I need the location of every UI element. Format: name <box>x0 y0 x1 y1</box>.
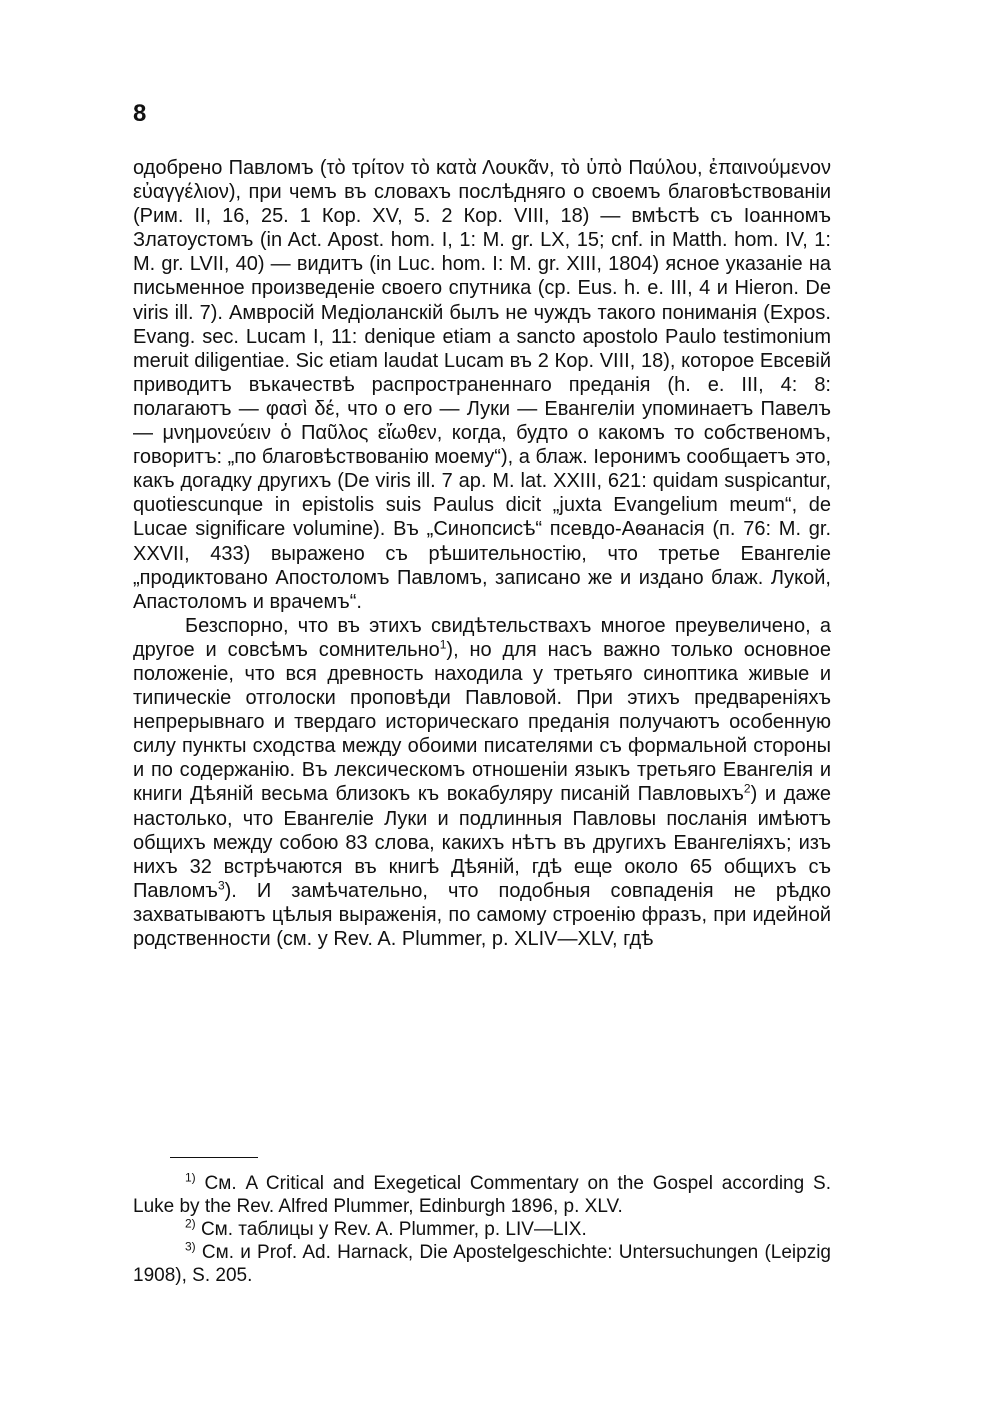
paragraph-2-part-1: Безспорно, что въ этихъ свидѣтельствахъ многое преувеличено, а другое и совсѣмъ сомнительно <box>133 614 831 661</box>
paragraph-2-part-3: ) и даже настолько, что Евангеліе Луки и подлинныя Павловы посланія имѣютъ общихъ между собою 83 слова, какихъ нѣтъ въ другихъ Евангеліяхъ; изъ нихъ 32 встрѣчаются въ книгѣ Дѣяній, гдѣ еще около 65 общихъ съ Павломъ <box>133 783 831 902</box>
paragraph-2-part-4: ). И замѣчательно, что подобныя совпаденія не рѣдко захватываютъ цѣлыя выраженія, по самому строенію фразъ, при идейной родственности (см. у Rev. A. Plummer, p. XLIV—XLV, гдѣ <box>133 879 831 950</box>
footnote-1-text: См. A Critical and Exegetical Commentary on the Gospel according S. Luke by the Rev. Alfred Plummer, Edinburgh 1896, p. XLV. <box>133 1173 831 1217</box>
paragraph-1: одобрено Павломъ (τὸ τρίτον τὸ κατὰ Λουκᾶν, τὸ ὑπὸ Παύλου, ἐπαινούμενον εὐαγγέλιον), при чемъ въ словахъ послѣдняго о своемъ благовѣствованіи (Рим. II, 16, 25. 1 Кор. XV, 5. 2 Кор. VIII, 18) — вмѣстѣ съ Іоанномъ Златоустомъ (in Act. Apost. hom. I, 1: M. gr. LX, 15; cnf. in Matth. hom. IV, 1: M. gr. LVII, 40) — видитъ (in Luc. hom. I: M. gr. XIII, 1804) ясное указаніе на письменное произведеніе своего спутника (cp. Eus. h. e. III, 4 и Hieron. De viris ill. 7). Амвросій Медіоланскій былъ не чуждъ такого пониманія (Expos. Evang. sec. Lucam I, 11: denique etiam a sancto apostolo Paulo testimonium meruit diligentiae. Sic etiam laudat Lucam въ 2 Кор. VIII, 18), которое Евсевій приводитъ въкачествѣ распространеннаго преданія (h. e. III, 4: 8: полагаютъ — φασὶ δέ, что о его — Луки — Евангеліи упоминаетъ Павелъ — μνημονεύειν ὁ Παῦλος εἴωθεν, когда, будто о какомъ то собственомъ, говоритъ: „по благовѣствованію моему“), а блаж. Іеронимъ сообщаетъ это, какъ догадку другихъ (De viris ill. 7 ap. M. lat. XXIII, 621: quidam suspicantur, quotiescunque in epistolis suis Paulus dicit „juxta Evangelium meum“, de Lucae significare volumine). Въ „Синопсисѣ“ псевдо-Аѳанасія (п. 76: M. gr. XXVII, 433) выражено съ рѣшительностію, что третье Евангеліе „продиктовано Апостоломъ Павломъ, записано же и издано блаж. Лукой, Апастоломъ и врачемъ“. <box>133 157 831 613</box>
footnote-3-mark: 3) <box>185 1239 196 1254</box>
footnote-2-text: См. таблицы у Rev. A. Plummer, p. LIV—LIX. <box>200 1219 587 1240</box>
footnote-ref-2: 2 <box>743 781 751 796</box>
footnote-3 <box>133 1241 831 1287</box>
footnote-divider <box>170 1157 258 1158</box>
paragraph-2-part-2: ), но для насъ важно только основное положеніе, что вся древность находила у третьяго синоптика живые и типическіе отголоски проповѣди Павловой. При этихъ предвареніяхъ непрерывнаго и твердаго историческаго преданія получаютъ особенную силу пункты сходства между обоими писателями съ формальной стороны и по содержанію. Въ лексическомъ отношеніи языкъ третьяго Евангелія и книги Дѣяній весьма близокъ къ вокабуляру писаній Павловыхъ <box>133 638 832 806</box>
footnote-1-mark: 1) <box>185 1170 196 1185</box>
paragraph-2 <box>133 614 831 951</box>
footnote-1 <box>133 1172 831 1218</box>
page-number: 8 <box>133 100 147 127</box>
footnote-2 <box>133 1218 831 1241</box>
footnote-ref-1: 1 <box>439 637 447 652</box>
footnote-ref-3: 3 <box>217 878 225 893</box>
footnotes <box>133 1172 831 1287</box>
footnote-3-text: См. и Prof. Ad. Harnack, Die Apostelgeschichte: Untersuchungen (Leipzig 1908), S. 205. <box>133 1242 831 1286</box>
main-text <box>133 156 831 951</box>
footnote-2-mark: 2) <box>185 1216 196 1231</box>
